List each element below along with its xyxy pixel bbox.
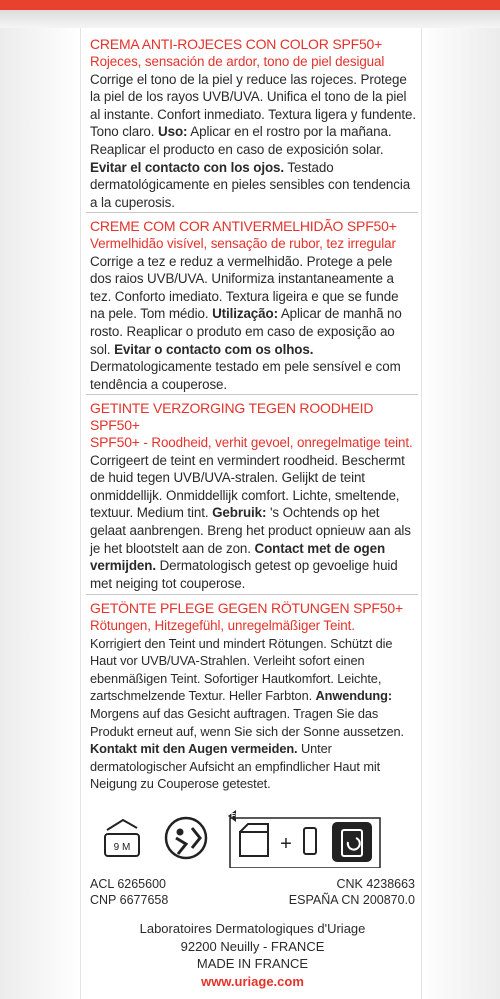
- top-fold-shadow: [0, 10, 500, 28]
- nl-warning: Contact met de ogen vermijden.: [90, 540, 386, 574]
- acl-code: ACL 6265600: [90, 877, 166, 891]
- address-line: MADE IN FRANCE: [196, 956, 309, 971]
- divider: [86, 212, 418, 213]
- section-es: [90, 36, 416, 211]
- nl-body-3: Dermatologisch getest op gevoelige huid met neiging tot couperose.: [90, 558, 398, 591]
- section-pt: [90, 218, 416, 393]
- es-title: CREMA ANTI-ROJECES CON COLOR SPF50+: [90, 36, 383, 52]
- divider: [86, 394, 418, 395]
- es-body-1: Corrige el tono de la piel y reduce las rojeces. Protege la piel de los rayos UVB/UVA. Unifica el tono de la piel al instante. Confort inmediato. Textura ligera y fundente. Tono claro.: [90, 71, 416, 140]
- nl-body-1: Corrigeert de teint en vermindert roodheid. Beschermt de huid tegen UVB/UVA-stralen. Gelijkt de teint onmiddellijk. Onmiddellijk comfort. Lichte, smeltende, textuur. Medium tint.: [90, 452, 405, 521]
- nl-use-label: Gebruik:: [212, 505, 267, 521]
- pt-warning: Evitar o contacto com os olhos.: [114, 341, 314, 357]
- es-body-3: Testado dermatológicamente en pieles sensibles con tendencia a la cuperosis.: [90, 159, 411, 210]
- es-body-2: Aplicar en el rostro por la mañana. Reaplicar el producto en caso de exposición solar.: [90, 124, 392, 157]
- espana-code: ESPAÑA CN 200870.0: [288, 893, 415, 907]
- cnp-code: CNP 6677658: [90, 893, 169, 907]
- recycling-icons-row: [100, 808, 400, 868]
- red-band: [0, 0, 500, 10]
- info-tri-icon: [228, 810, 380, 868]
- es-subtitle: Rojeces, sensación de ardor, tono de piel desigual: [90, 54, 385, 69]
- section-nl: [90, 400, 416, 592]
- nl-body-2: 's Ochtends op het gelaat aanbrengen. Breng het product opnieuw aan als je het blootstelt aan de zon.: [90, 505, 411, 556]
- pao-jar-icon: [105, 820, 139, 856]
- address-line: Laboratoires Dermatologiques d'Uriage: [139, 921, 366, 936]
- pt-body-2: Aplicar de manhã no rosto. Reaplicar o produto em caso de exposição ao sol.: [90, 306, 402, 357]
- de-use-label: Anwendung:: [315, 688, 392, 704]
- svg-text:+: +: [280, 833, 292, 855]
- address-line: 92200 Neuilly - FRANCE: [180, 938, 325, 954]
- triman-icon: [166, 818, 206, 858]
- website-link: www.uriage.com: [201, 973, 304, 989]
- divider: [86, 594, 418, 595]
- pt-body-1: Corrige a tez e reduz a vermelhidão. Protege a pele dos raios UVB/UVA. Uniformiza instantaneamente a tez. Conforto imediato. Textura ligeira e que se funde na pele. Tom médio.: [90, 253, 399, 322]
- cnk-code: CNK 4238663: [336, 877, 415, 891]
- pt-body-3: Dermatologicamente testado em pele sensível e com tendência a couperose.: [90, 359, 401, 392]
- de-body-1: Korrigiert den Teint und mindert Rötungen. Schützt die Haut vor UVB/UVA-Strahlen. Verleiht sofort einen ebenmäßigen Teint. Sofortiger Hautkomfort. Leichte, zartschmelzende Textur. Heller Farbton.: [90, 635, 393, 704]
- pao-label: 9 M: [113, 842, 131, 853]
- pt-use-label: Utilização:: [212, 306, 278, 322]
- nl-body: [90, 434, 416, 592]
- es-body: [90, 71, 416, 212]
- de-title: GETÖNTE PFLEGE GEGEN RÖTUNGEN SPF50+: [90, 600, 403, 616]
- nl-subtitle: - Roodheid, verhit gevoel, onregelmatige teint.: [139, 435, 413, 450]
- es-use-label: Uso:: [158, 124, 188, 140]
- nl-spf: SPF50+: [90, 434, 140, 450]
- es-warning: Evitar el contacto con los ojos.: [90, 159, 284, 175]
- pt-title: CREME COM COR ANTIVERMELHIDÃO SPF50+: [90, 218, 397, 234]
- pt-body: [90, 253, 416, 394]
- manufacturer-address: [90, 920, 415, 990]
- section-de: [90, 600, 416, 793]
- de-warning: Kontakt mit den Augen vermeiden.: [90, 741, 298, 757]
- de-body-3: Unter dermatologischer Aufsicht an empfindlicher Haut mit Neigung zu Couperose getestet.: [90, 741, 381, 792]
- de-body-2: Morgens auf das Gesicht auftragen. Tragen Sie das Produkt erneut auf, wenn Sie sich der Sonne aussetzen.: [90, 705, 405, 739]
- de-subtitle: Rötungen, Hitzegefühl, unregelmäßiger Teint.: [90, 618, 355, 633]
- fr-label: FR: [231, 813, 241, 820]
- nl-title: GETINTE VERZORGING TEGEN ROODHEID SPF50+: [90, 400, 374, 433]
- pt-subtitle: Vermelhidão visível, sensação de rubor, tez irregular: [90, 236, 396, 251]
- de-body: [90, 635, 416, 793]
